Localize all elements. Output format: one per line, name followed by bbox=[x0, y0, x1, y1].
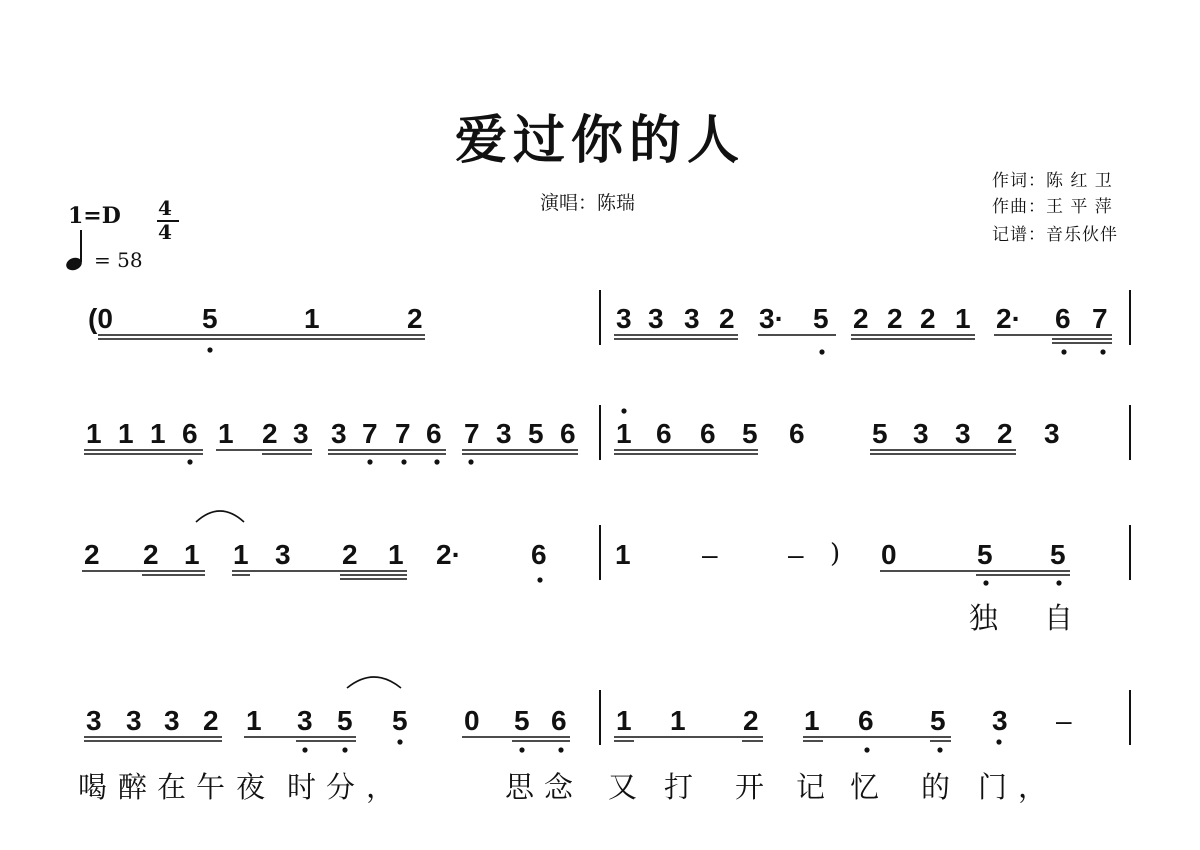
note: 6 bbox=[551, 705, 567, 736]
note: 3 bbox=[955, 418, 971, 449]
note: 1 bbox=[804, 705, 820, 736]
lyric: 念 bbox=[544, 770, 574, 804]
lyric: 的 bbox=[921, 770, 951, 804]
time-signature-bottom: 4 bbox=[158, 220, 172, 244]
lyric: 午 bbox=[196, 770, 226, 804]
note: 6 bbox=[789, 418, 805, 449]
lyric: 分 bbox=[326, 770, 356, 804]
note: 6 bbox=[858, 705, 874, 736]
octave-dot bbox=[187, 459, 192, 464]
note: 5 bbox=[977, 539, 993, 570]
note: 3 bbox=[86, 705, 102, 736]
note: 3 bbox=[275, 539, 291, 570]
lyric: 又 bbox=[608, 770, 638, 804]
note: 7 bbox=[1092, 303, 1108, 334]
note: 2 bbox=[887, 303, 903, 334]
octave-dot bbox=[864, 747, 869, 752]
octave-dot bbox=[537, 577, 542, 582]
note: 1 bbox=[304, 303, 320, 334]
lyric: 忆 bbox=[850, 770, 880, 804]
beams bbox=[82, 335, 1112, 741]
note: 3 bbox=[496, 418, 512, 449]
octave-dot bbox=[1100, 349, 1105, 354]
lyricist-credit: 作词：陈 红 卫 bbox=[992, 171, 1113, 191]
transcriber-credit: 记谱：音乐伙伴 bbox=[992, 225, 1118, 245]
note: 3 bbox=[331, 418, 347, 449]
lyric: 开 bbox=[735, 770, 765, 804]
octave-dot bbox=[983, 580, 988, 585]
note: 5 bbox=[514, 705, 530, 736]
note: 2 bbox=[997, 418, 1013, 449]
note: 2 bbox=[853, 303, 869, 334]
composer-credit: 作曲：王 平 萍 bbox=[992, 197, 1113, 217]
barlines bbox=[600, 290, 1130, 745]
note: 6 bbox=[182, 418, 198, 449]
note: 1 bbox=[670, 705, 686, 736]
note: 1 bbox=[118, 418, 134, 449]
note: 2 bbox=[143, 539, 159, 570]
octave-dot bbox=[342, 747, 347, 752]
note: 3 bbox=[164, 705, 180, 736]
note: 5 bbox=[337, 705, 353, 736]
note: 2 bbox=[719, 303, 735, 334]
note: 2 bbox=[920, 303, 936, 334]
slur bbox=[347, 677, 401, 688]
octave-dot bbox=[996, 739, 1001, 744]
note: 6 bbox=[1055, 303, 1071, 334]
note: 1 bbox=[246, 705, 262, 736]
octave-dots bbox=[187, 347, 1105, 752]
note: 7 bbox=[362, 418, 378, 449]
note: 1 bbox=[616, 418, 632, 449]
octave-dot bbox=[302, 747, 307, 752]
note: 2· bbox=[436, 539, 461, 570]
note: 1 bbox=[616, 705, 632, 736]
lyric: 独 bbox=[969, 601, 999, 635]
note: 3 bbox=[293, 418, 309, 449]
slur bbox=[196, 511, 244, 522]
lyric: 夜 bbox=[236, 770, 266, 804]
note: 3 bbox=[616, 303, 632, 334]
note: 7 bbox=[395, 418, 411, 449]
lyric: 时 bbox=[287, 770, 317, 804]
note: 3 bbox=[1044, 418, 1060, 449]
lyric: 自 bbox=[1044, 601, 1074, 635]
note: 1 bbox=[388, 539, 404, 570]
octave-dot bbox=[621, 408, 626, 413]
octave-dot bbox=[1056, 580, 1061, 585]
note: 1 bbox=[233, 539, 249, 570]
song-title: 爱过你的人 bbox=[454, 110, 745, 171]
lyric: 门 bbox=[978, 770, 1008, 804]
lyric: 打 bbox=[664, 770, 694, 804]
note: 3 bbox=[126, 705, 142, 736]
note: 5 bbox=[930, 705, 946, 736]
note: 1 bbox=[86, 418, 102, 449]
dash: – bbox=[788, 539, 804, 570]
note: 5 bbox=[1050, 539, 1066, 570]
note: 1 bbox=[218, 418, 234, 449]
note: 1 bbox=[615, 539, 631, 570]
lyric: 记 bbox=[796, 770, 826, 804]
tempo-marking: = 58 bbox=[94, 248, 143, 272]
octave-dot bbox=[397, 739, 402, 744]
note: 5 bbox=[528, 418, 544, 449]
close-paren: ) bbox=[830, 539, 841, 569]
octave-dot bbox=[401, 459, 406, 464]
note: 2 bbox=[407, 303, 423, 334]
note: 2· bbox=[996, 303, 1021, 334]
note: 1 bbox=[955, 303, 971, 334]
octave-dot bbox=[1061, 349, 1066, 354]
note: 3 bbox=[684, 303, 700, 334]
note: 6 bbox=[656, 418, 672, 449]
lyric: 醉 bbox=[118, 770, 148, 804]
note: 6 bbox=[531, 539, 547, 570]
lyric: 思 bbox=[505, 770, 535, 804]
note: 3· bbox=[759, 303, 784, 334]
note: 3 bbox=[992, 705, 1008, 736]
note: 6 bbox=[700, 418, 716, 449]
note: 5 bbox=[202, 303, 218, 334]
octave-dot bbox=[468, 459, 473, 464]
octave-dot bbox=[937, 747, 942, 752]
note: 2 bbox=[342, 539, 358, 570]
note: 3 bbox=[913, 418, 929, 449]
lyric: ， bbox=[1018, 770, 1048, 804]
note: 6 bbox=[426, 418, 442, 449]
note: 2 bbox=[743, 705, 759, 736]
octave-dot bbox=[519, 747, 524, 752]
note: 0 bbox=[464, 705, 480, 736]
note: 6 bbox=[560, 418, 576, 449]
lyric: ， bbox=[366, 770, 396, 804]
note: 2 bbox=[262, 418, 278, 449]
note: 1 bbox=[184, 539, 200, 570]
note: 5 bbox=[813, 303, 829, 334]
note: 0 bbox=[881, 539, 897, 570]
note: 7 bbox=[464, 418, 480, 449]
octave-dot bbox=[367, 459, 372, 464]
octave-dot bbox=[434, 459, 439, 464]
note: 3 bbox=[297, 705, 313, 736]
lyric: 喝 bbox=[78, 770, 108, 804]
octave-dot bbox=[558, 747, 563, 752]
time-signature-top: 4 bbox=[158, 196, 172, 220]
key-signature: 1=D bbox=[68, 203, 121, 229]
dash: – bbox=[1056, 705, 1072, 736]
note: 2 bbox=[203, 705, 219, 736]
lyric: 在 bbox=[157, 770, 187, 804]
octave-dot bbox=[819, 349, 824, 354]
note: 2 bbox=[84, 539, 100, 570]
octave-dot bbox=[207, 347, 212, 352]
dash: – bbox=[702, 539, 718, 570]
note: 1 bbox=[150, 418, 166, 449]
note: 3 bbox=[648, 303, 664, 334]
note: 5 bbox=[742, 418, 758, 449]
slurs bbox=[196, 511, 401, 688]
singer-credit: 演唱：陈瑞 bbox=[540, 192, 636, 214]
note: 5 bbox=[872, 418, 888, 449]
note: 5 bbox=[392, 705, 408, 736]
note: (0 bbox=[88, 303, 113, 334]
